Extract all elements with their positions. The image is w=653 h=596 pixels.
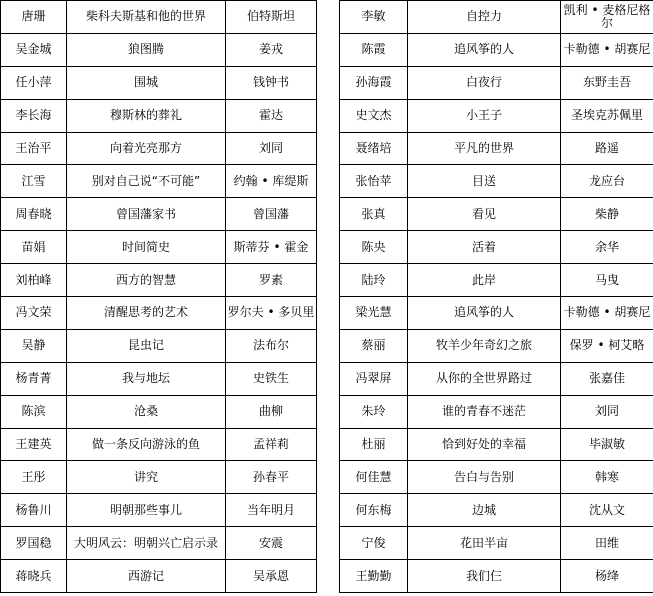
book-author: 伯特斯坦	[226, 1, 317, 34]
book-author: 刘同	[226, 132, 317, 165]
table-row	[1, 66, 317, 99]
table-row	[1, 527, 317, 560]
book-author: 韩寒	[561, 461, 653, 494]
table-row	[340, 33, 653, 66]
reader-name: 梁光慧	[340, 297, 408, 330]
book-title: 围城	[67, 66, 226, 99]
book-title: 时间简史	[67, 231, 226, 264]
book-title: 明朝那些事儿	[67, 494, 226, 527]
table-row	[1, 395, 317, 428]
table-row	[1, 494, 317, 527]
table-row	[340, 362, 653, 395]
book-author: 余华	[561, 231, 653, 264]
reader-name: 杜丽	[340, 428, 408, 461]
book-author: 法布尔	[226, 329, 317, 362]
book-title: 讲究	[67, 461, 226, 494]
reader-name: 江雪	[1, 165, 67, 198]
reader-name: 朱玲	[340, 395, 408, 428]
reader-name: 陈滨	[1, 395, 67, 428]
reader-name: 周春晓	[1, 198, 67, 231]
reader-name: 苗娟	[1, 231, 67, 264]
reader-name: 李敏	[340, 1, 408, 34]
book-title: 狼图腾	[67, 33, 226, 66]
reader-name: 何东梅	[340, 494, 408, 527]
book-author: 马曳	[561, 264, 653, 297]
book-author: 霍达	[226, 99, 317, 132]
reader-name: 罗国稳	[1, 527, 67, 560]
table-row	[340, 132, 653, 165]
table-row	[340, 560, 653, 593]
reader-name: 王勤勤	[340, 560, 408, 593]
reader-name: 冯翠屏	[340, 362, 408, 395]
table-row	[1, 560, 317, 593]
reader-name: 刘柏峰	[1, 264, 67, 297]
table-row	[1, 198, 317, 231]
reader-name: 王彤	[1, 461, 67, 494]
book-author: 曾国藩	[226, 198, 317, 231]
reader-name: 史文杰	[340, 99, 408, 132]
table-row	[340, 198, 653, 231]
table-row	[340, 297, 653, 330]
book-title: 平凡的世界	[408, 132, 561, 165]
book-title: 曾国藩家书	[67, 198, 226, 231]
table-row	[1, 132, 317, 165]
table-row	[340, 329, 653, 362]
book-title: 大明风云：明朝兴亡启示录	[67, 527, 226, 560]
table-row	[1, 297, 317, 330]
reader-name: 张怡苹	[340, 165, 408, 198]
table-row	[340, 99, 653, 132]
book-author: 东野圭吾	[561, 66, 653, 99]
book-title: 柴科夫斯基和他的世界	[67, 1, 226, 34]
reader-name: 陈霞	[340, 33, 408, 66]
book-author: 孟祥莉	[226, 428, 317, 461]
book-author: 史铁生	[226, 362, 317, 395]
table-row	[340, 395, 653, 428]
book-title: 边城	[408, 494, 561, 527]
table-row	[340, 428, 653, 461]
book-title: 追风筝的人	[408, 33, 561, 66]
book-title: 告白与告别	[408, 461, 561, 494]
table-row	[1, 33, 317, 66]
book-title: 别对自己说“不可能”	[67, 165, 226, 198]
book-title: 活着	[408, 231, 561, 264]
reader-name: 王建英	[1, 428, 67, 461]
table-row	[1, 329, 317, 362]
reader-name: 冯文荣	[1, 297, 67, 330]
book-title: 恰到好处的幸福	[408, 428, 561, 461]
book-title: 昆虫记	[67, 329, 226, 362]
book-title: 从你的全世界路过	[408, 362, 561, 395]
table-row	[1, 1, 317, 34]
reader-name: 张真	[340, 198, 408, 231]
book-author: 柴静	[561, 198, 653, 231]
reader-name: 孙海霞	[340, 66, 408, 99]
table-row	[340, 165, 653, 198]
book-author: 沈从文	[561, 494, 653, 527]
book-author: 刘同	[561, 395, 653, 428]
table-row	[340, 1, 653, 34]
book-title: 西方的智慧	[67, 264, 226, 297]
book-title: 看见	[408, 198, 561, 231]
reader-name: 吴静	[1, 329, 67, 362]
reader-name: 聂绪培	[340, 132, 408, 165]
reader-name: 何佳慧	[340, 461, 408, 494]
reader-name: 陆玲	[340, 264, 408, 297]
table-row	[340, 231, 653, 264]
book-title: 清醒思考的艺术	[67, 297, 226, 330]
table-row	[340, 527, 653, 560]
book-title: 目送	[408, 165, 561, 198]
table-row	[340, 494, 653, 527]
book-title: 追风筝的人	[408, 297, 561, 330]
book-author: 凯利 • 麦格尼格尔	[561, 1, 653, 34]
reader-name: 陈央	[340, 231, 408, 264]
book-author: 罗尔夫 • 多贝里	[226, 297, 317, 330]
table-row	[340, 264, 653, 297]
table-row	[1, 264, 317, 297]
book-author: 卡勒德 • 胡赛尼	[561, 33, 653, 66]
book-author: 卡勒德 • 胡赛尼	[561, 297, 653, 330]
book-author: 圣埃克苏佩里	[561, 99, 653, 132]
table-row	[1, 231, 317, 264]
table-body	[1, 1, 317, 593]
reader-name: 蔡丽	[340, 329, 408, 362]
reader-name: 蒋晓兵	[1, 560, 67, 593]
book-author: 路遥	[561, 132, 653, 165]
book-title: 小王子	[408, 99, 561, 132]
reader-name: 杨青菁	[1, 362, 67, 395]
book-title: 西游记	[67, 560, 226, 593]
table-row	[340, 461, 653, 494]
reader-name: 王治平	[1, 132, 67, 165]
book-author: 吴承恩	[226, 560, 317, 593]
book-title: 谁的青春不迷茫	[408, 395, 561, 428]
book-author: 孙春平	[226, 461, 317, 494]
book-author: 张嘉佳	[561, 362, 653, 395]
book-author: 杨绛	[561, 560, 653, 593]
reader-name: 宁俊	[340, 527, 408, 560]
book-author: 毕淑敏	[561, 428, 653, 461]
book-author: 钱钟书	[226, 66, 317, 99]
book-author: 当年明月	[226, 494, 317, 527]
book-author: 罗素	[226, 264, 317, 297]
reader-name: 李长海	[1, 99, 67, 132]
book-title: 我与地坛	[67, 362, 226, 395]
table-row	[1, 362, 317, 395]
reader-name: 杨鲁川	[1, 494, 67, 527]
book-author: 保罗 • 柯艾略	[561, 329, 653, 362]
table-row	[1, 165, 317, 198]
table-row	[1, 461, 317, 494]
book-author: 约翰 • 库缇斯	[226, 165, 317, 198]
book-author: 曲柳	[226, 395, 317, 428]
table-row	[340, 66, 653, 99]
reading-table-left	[0, 0, 317, 593]
reader-name: 吴金城	[1, 33, 67, 66]
book-title: 向着光亮那方	[67, 132, 226, 165]
book-title: 我们仨	[408, 560, 561, 593]
book-author: 安震	[226, 527, 317, 560]
table-row	[1, 428, 317, 461]
book-title: 牧羊少年奇幻之旅	[408, 329, 561, 362]
book-title: 花田半亩	[408, 527, 561, 560]
book-author: 龙应台	[561, 165, 653, 198]
table-body	[340, 1, 653, 593]
book-title: 自控力	[408, 1, 561, 34]
book-title: 沧桑	[67, 395, 226, 428]
table-row	[1, 99, 317, 132]
book-title: 做一条反向游泳的鱼	[67, 428, 226, 461]
book-author: 斯蒂芬 • 霍金	[226, 231, 317, 264]
book-title: 穆斯林的葬礼	[67, 99, 226, 132]
reader-name: 任小萍	[1, 66, 67, 99]
book-author: 姜戎	[226, 33, 317, 66]
book-author: 田维	[561, 527, 653, 560]
reading-table-right	[339, 0, 653, 593]
book-title: 此岸	[408, 264, 561, 297]
reader-name: 唐珊	[1, 1, 67, 34]
book-title: 白夜行	[408, 66, 561, 99]
